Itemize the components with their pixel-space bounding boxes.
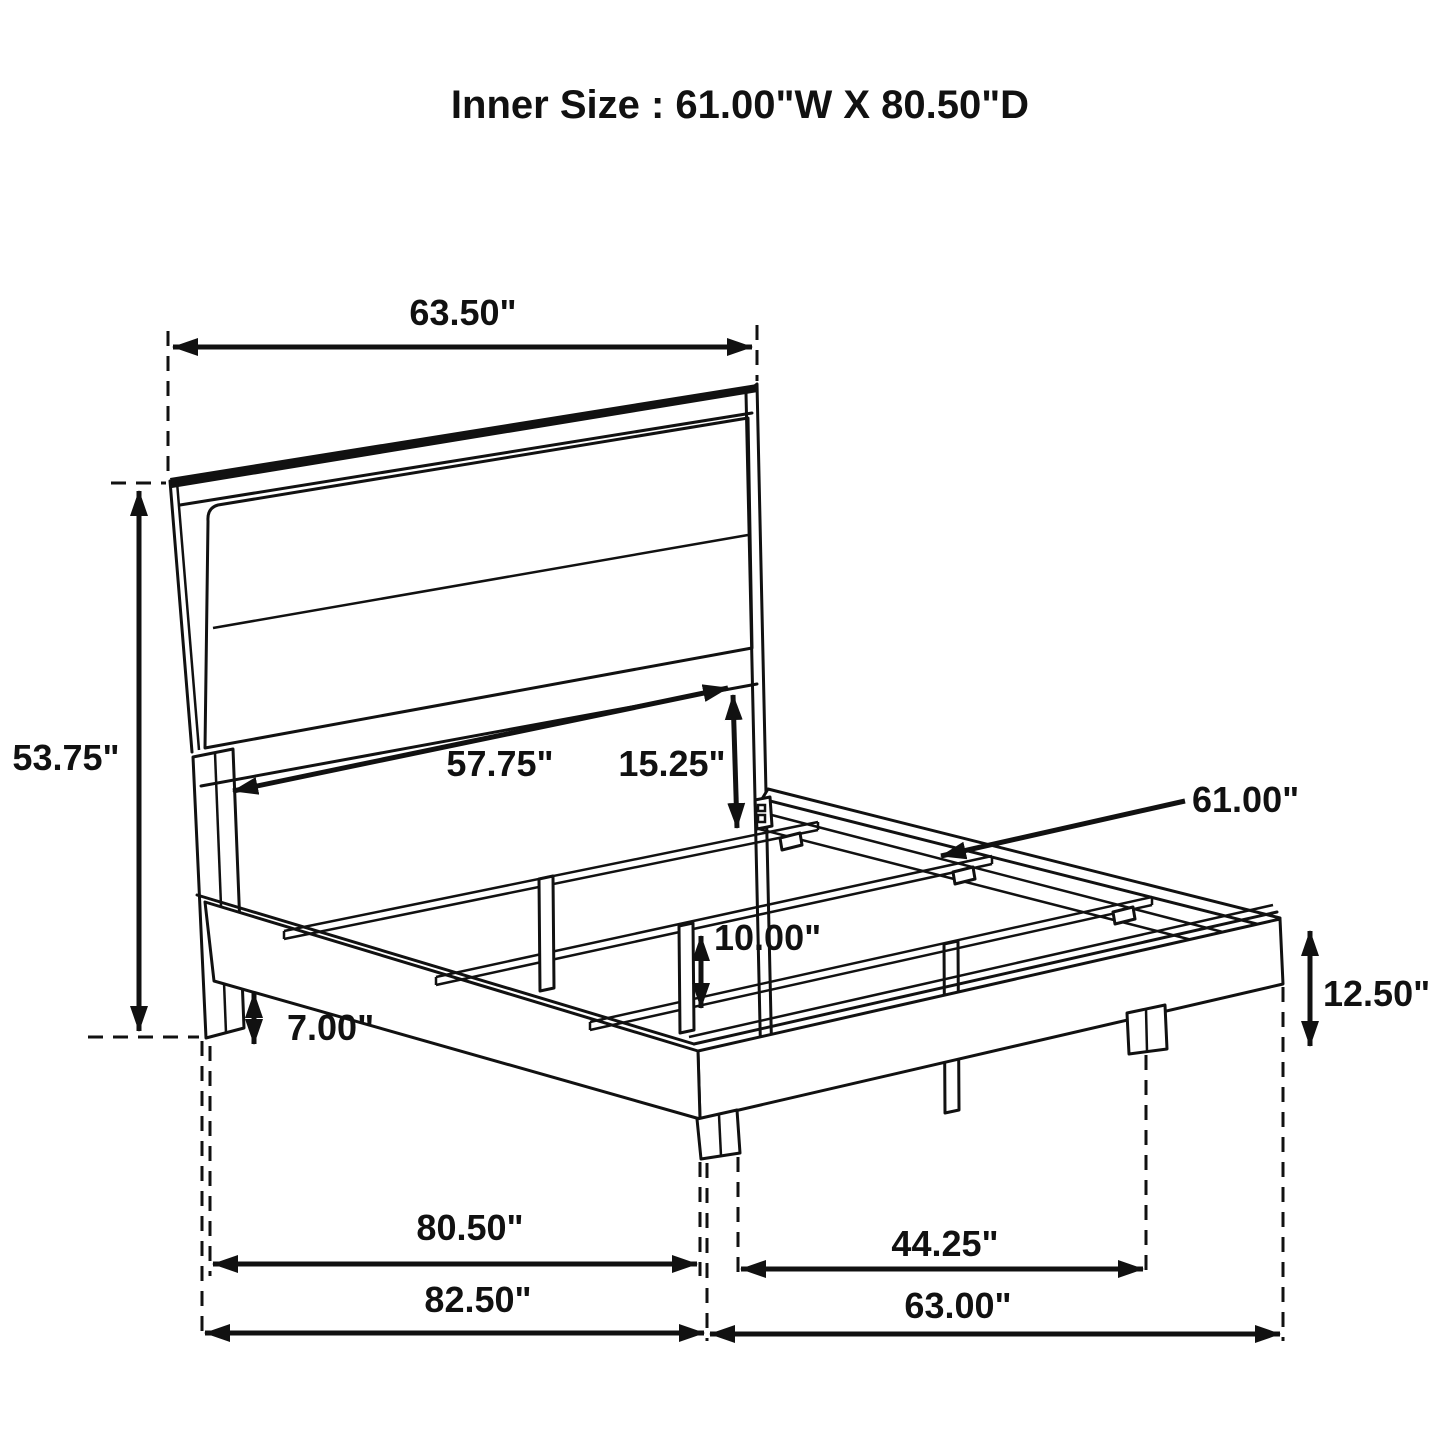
slat-cleat-3 bbox=[1113, 907, 1135, 924]
dim-frame-height-label: 12.50" bbox=[1323, 973, 1431, 1014]
dim-slat-clearance-label: 10.00" bbox=[714, 917, 822, 958]
slat-post-1 bbox=[539, 876, 554, 991]
diagram-title: Inner Size : 61.00"W X 80.50"D bbox=[450, 83, 1030, 127]
dim-headboard-bottom-gap-label: 15.25" bbox=[618, 743, 726, 784]
slat-cleat-2 bbox=[953, 867, 975, 884]
dim-headboard-bottom-gap-arrow bbox=[733, 695, 737, 828]
headboard-panel-seam bbox=[213, 535, 748, 628]
dim-headboard-height-label: 53.75" bbox=[12, 737, 120, 778]
dim-overall-depth-label: 82.50" bbox=[424, 1279, 532, 1320]
slat-post-2 bbox=[679, 923, 694, 1033]
extension-lines bbox=[88, 325, 1283, 1341]
dim-headboard-inner-width-label: 57.75" bbox=[446, 743, 554, 784]
rail-bracket bbox=[755, 797, 772, 829]
dim-slat-length-label: 61.00" bbox=[1192, 779, 1300, 820]
dim-inner-depth-label: 80.50" bbox=[416, 1207, 524, 1248]
dim-slat-length-leader bbox=[941, 801, 1185, 856]
headboard-top-rail-bottom bbox=[180, 413, 752, 505]
headboard-top-band bbox=[170, 384, 758, 488]
dim-foot-leg-span-label: 44.25" bbox=[891, 1223, 999, 1264]
far-side-rail-cleat bbox=[764, 813, 1269, 944]
dim-headboard-width-label: 63.50" bbox=[409, 292, 517, 333]
foot-middle-leg-edge bbox=[1146, 1009, 1147, 1051]
dim-overall-width-label: 63.00" bbox=[904, 1285, 1012, 1326]
dim-rail-clearance-label: 7.00" bbox=[287, 1007, 375, 1048]
